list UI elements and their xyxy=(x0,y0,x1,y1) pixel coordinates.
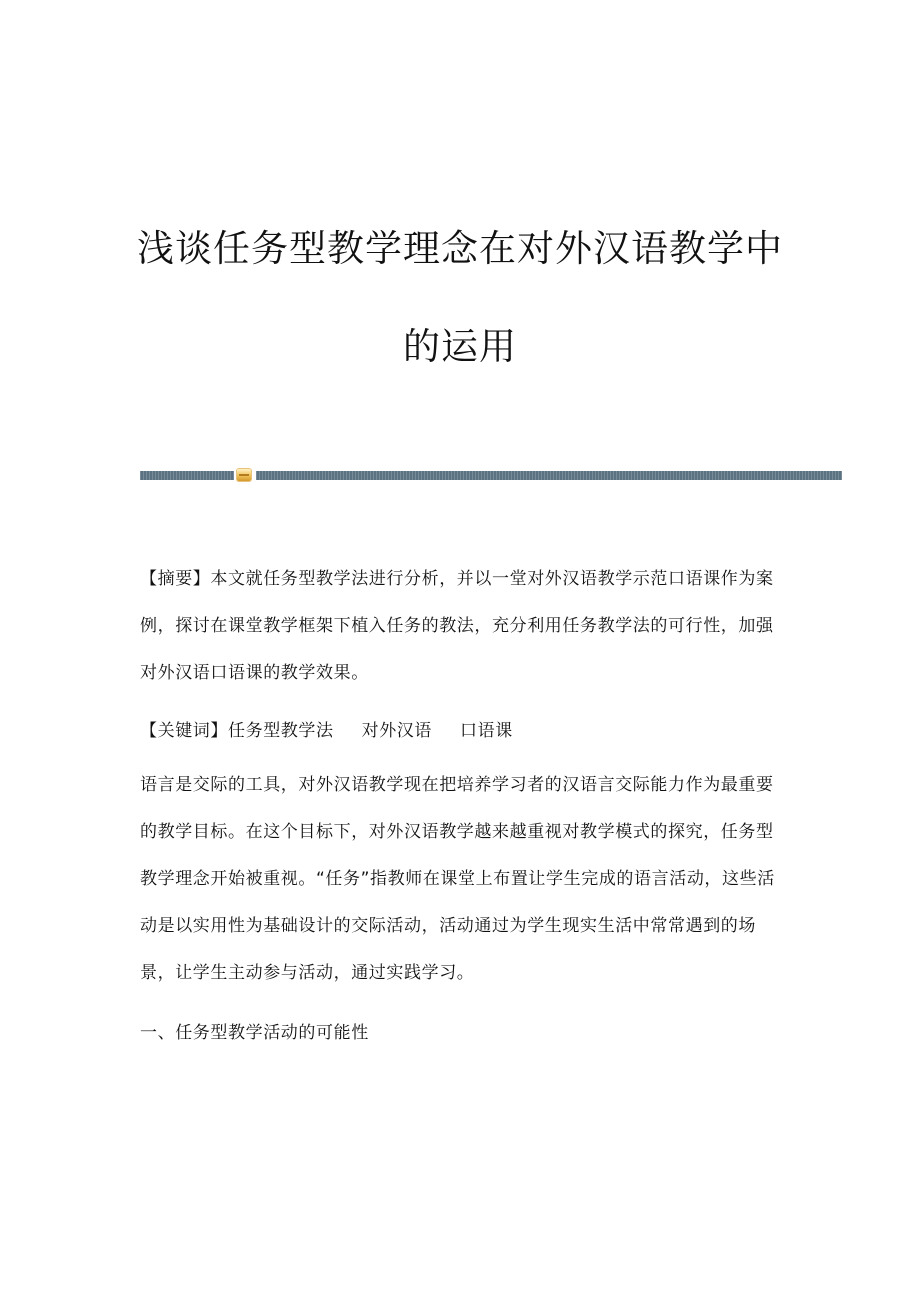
keyword-item: 任务型教学法 xyxy=(228,721,334,741)
divider-right-bar xyxy=(256,471,842,480)
divider-ornament-icon xyxy=(237,469,251,481)
divider-left-bar xyxy=(140,471,234,480)
body-paragraph: 语言是交际的工具，对外汉语教学现在把培养学习者的汉语言交际能力作为最重要的教学目标。在这个目标下，对外汉语教学越来越重视对教学模式的探究，任务型教学理念开始被重视。“任务”指教师在课堂上布置让学生完成的语言活动，这些活动是以实用性为基础设计的交际活动，活动通过为学生现实生活中常常遇到的场景，让学生主动参与活动，通过实践学习。 xyxy=(140,775,775,983)
decorative-divider xyxy=(140,471,842,480)
keywords-line xyxy=(140,708,780,755)
keywords-label: 【关键词】 xyxy=(140,721,228,741)
abstract-paragraph: 【摘要】本文就任务型教学法进行分析，并以一堂对外汉语教学示范口语课作为案例，探讨在课堂教学框架下植入任务的教法，充分利用任务教学法的可行性，加强对外汉语口语课的教学效果。 xyxy=(140,569,774,683)
title-line-2: 的运用 xyxy=(403,325,517,368)
keyword-item: 对外汉语 xyxy=(361,721,433,741)
section-heading: 一、任务型教学活动的可能性 xyxy=(140,1023,369,1043)
keyword-item: 口语课 xyxy=(460,721,513,741)
title-line-1: 浅谈任务型教学理念在对外汉语教学中 xyxy=(137,227,783,270)
